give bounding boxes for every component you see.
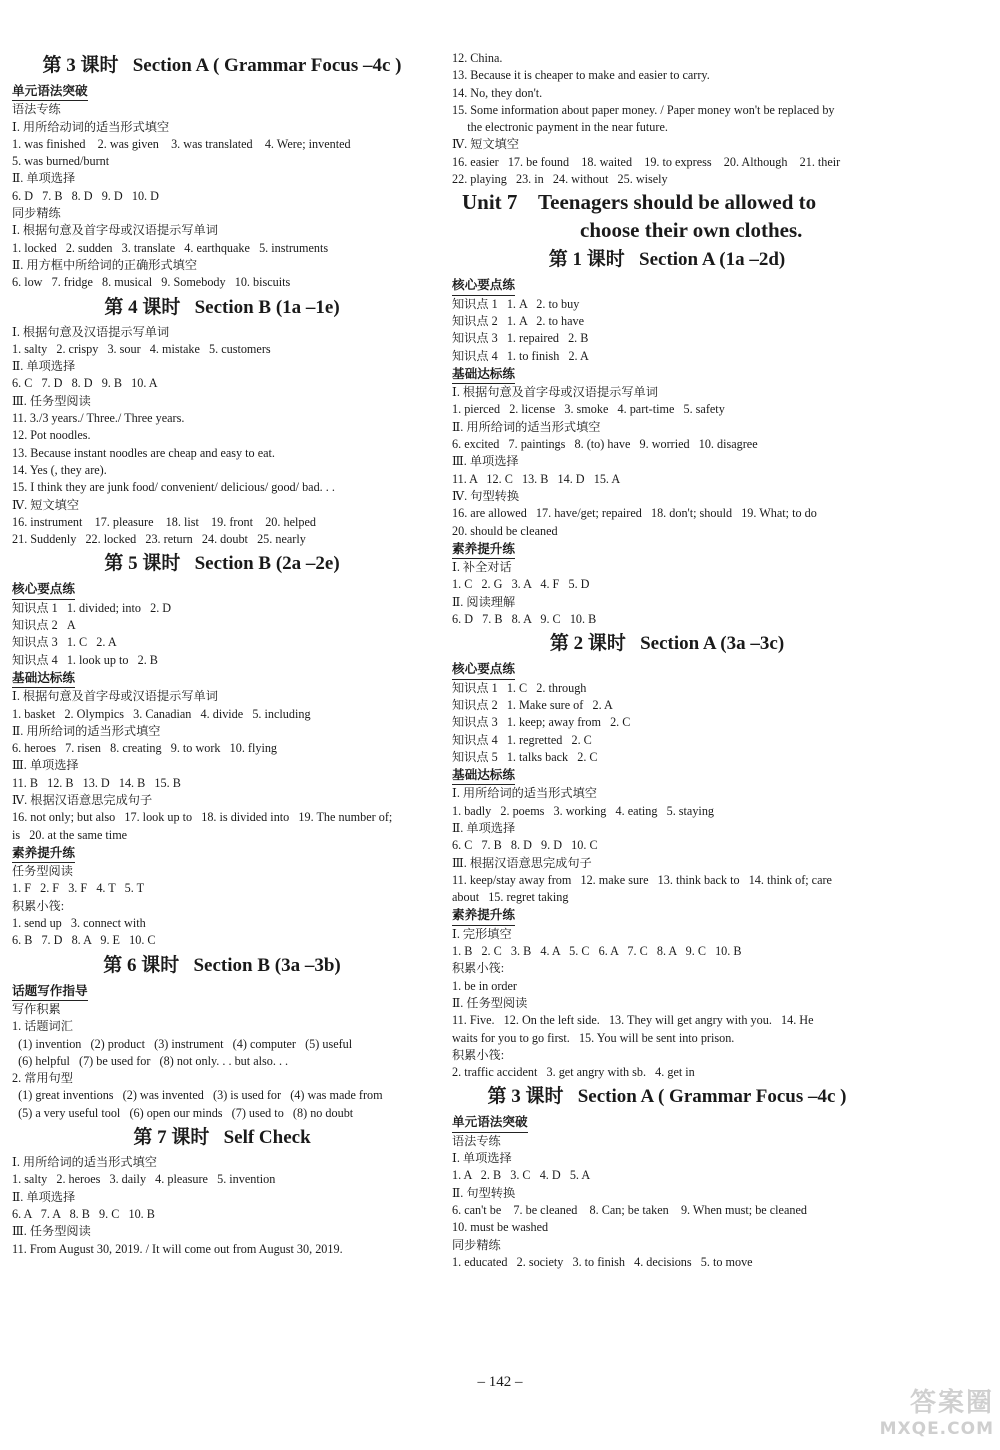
answer-line: 6. C 7. D 8. D 9. B 10. A (12, 376, 158, 391)
answer-line: (6) helpful (7) be used for (8) not only. . . but also. . . (12, 1053, 289, 1068)
answer-line: Ⅰ. 根据句意及首字母或汉语提示写单词 (12, 689, 218, 704)
answer-line: 6. D 7. B 8. D 9. D 10. D (12, 188, 159, 203)
answer-line: Ⅰ. 用所给动词的适当形式填空 (12, 119, 170, 134)
answer-line: 20. should be cleaned (452, 523, 558, 538)
answer-line: 6. D 7. B 8. A 9. C 10. B (452, 612, 597, 627)
answer-line: 11. 3./3 years./ Three./ Three years. (12, 411, 185, 426)
answer-line: Ⅱ. 单项选择 (12, 1189, 76, 1204)
answer-line: 1. badly 2. poems 3. working 4. eating 5. staying (452, 803, 715, 818)
answer-line: 知识点 4 1. to finish 2. A (452, 348, 589, 363)
answer-line: 1. 话题词汇 (12, 1019, 73, 1034)
answer-line: 知识点 2 1. A 2. to have (452, 313, 585, 328)
answer-line: (1) great inventions (2) was invented (3) is used for (4) was made from (12, 1088, 383, 1103)
answer-line: 16. easier 17. be found 18. waited 19. to express 20. Although 21. their (452, 154, 841, 169)
subsection-heading-row (12, 844, 432, 863)
subsection-heading-row (452, 1113, 882, 1132)
answer-line: 知识点 3 1. C 2. A (12, 635, 117, 650)
answer-line: 积累小筏: (452, 961, 505, 976)
answer-line: 1. pierced 2. license 3. smoke 4. part-time 5. safety (452, 402, 725, 417)
subsection-heading-row (452, 365, 882, 384)
answer-line: Ⅳ. 短文填空 (452, 137, 520, 152)
answer-line: 6. A 7. A 8. B 9. C 10. B (12, 1206, 155, 1221)
answer-line: 16. are allowed 17. have/get; repaired 18. don't; should 19. What; to do (452, 506, 817, 521)
answer-line: 1. basket 2. Olympics 3. Canadian 4. divide 5. including (12, 706, 311, 721)
subsection-heading: 素养提升练 (452, 907, 515, 925)
answer-line: 14. No, they don't. (452, 85, 543, 100)
page-number: – 142 – (477, 1374, 523, 1390)
answer-line: 1. F 2. F 3. F 4. T 5. T (12, 881, 145, 896)
answer-line: 同步精练 (12, 206, 61, 221)
subsection-heading: 单元语法突破 (452, 1114, 528, 1132)
subsection-heading-row (452, 660, 882, 679)
subsection-heading-row (452, 276, 882, 295)
answer-line: 1. B 2. C 3. B 4. A 5. C 6. A 7. C 8. A 9. C 10. B (452, 944, 742, 959)
section-heading: 第 4 课时 Section B (1a –1e) (104, 296, 340, 318)
subsection-heading: 基础达标练 (452, 767, 515, 785)
answer-line: Ⅰ. 根据句意及汉语提示写单词 (12, 324, 170, 339)
section-heading: 第 3 课时 Section A ( Grammar Focus –4c ) (487, 1086, 847, 1108)
section-heading: 第 6 课时 Section B (3a –3b) (103, 954, 341, 976)
answer-line: 22. playing 23. in 24. without 25. wisely (452, 172, 668, 187)
answer-line: 积累小筏: (12, 898, 65, 913)
answer-line: 2. traffic accident 3. get angry with sb. 4. get in (452, 1065, 695, 1080)
answer-line: 16. instrument 17. pleasure 18. list 19. front 20. helped (12, 514, 316, 529)
answer-line: 知识点 1 1. A 2. to buy (452, 296, 580, 311)
subsection-heading: 核心要点练 (452, 277, 515, 295)
answer-line: 任务型阅读 (12, 864, 73, 879)
answer-line: (5) a very useful tool (6) open our minds (7) used to (8) no doubt (12, 1105, 354, 1120)
section-heading: 第 5 课时 Section B (2a –2e) (104, 553, 340, 575)
answer-line: 11. Five. 12. On the left side. 13. They will get angry with you. 14. He (452, 1013, 814, 1028)
answer-line: 2. 常用句型 (12, 1071, 73, 1086)
answer-line: 13. Because instant noodles are cheap and easy to eat. (12, 445, 275, 460)
answer-line: Ⅰ. 根据句意及首字母或汉语提示写单词 (12, 223, 218, 238)
answer-line: 6. low 7. fridge 8. musical 9. Somebody 10. biscuits (12, 275, 291, 290)
answer-line: about 15. regret taking (452, 890, 569, 905)
subsection-heading-row (452, 540, 882, 559)
answer-line: Ⅱ. 单项选择 (452, 820, 516, 835)
answer-line: 知识点 3 1. repaired 2. B (452, 331, 589, 346)
answer-line: Ⅱ. 单项选择 (12, 359, 76, 374)
right-column (452, 50, 882, 1271)
section-heading: 第 7 课时 Self Check (133, 1127, 311, 1149)
answer-line: 知识点 4 1. regretted 2. C (452, 732, 592, 747)
answer-line: 6. can't be 7. be cleaned 8. Can; be taken 9. When must; be cleaned (452, 1202, 807, 1217)
answer-line: Ⅰ. 单项选择 (452, 1151, 512, 1166)
answer-line: 11. B 12. B 13. D 14. B 15. B (12, 775, 181, 790)
section-heading: 第 2 课时 Section A (3a –3c) (549, 633, 785, 655)
answer-line: 知识点 2 1. Make sure of 2. A (452, 697, 613, 712)
answer-line: 15. Some information about paper money. / Paper money won't be replaced by (452, 102, 835, 117)
section-heading: 第 3 课时 Section A ( Grammar Focus –4c ) (42, 55, 402, 76)
answer-line: Ⅱ. 句型转换 (452, 1185, 516, 1200)
answer-line: 15. I think they are junk food/ convenient/ delicious/ good/ bad. . . (12, 480, 335, 495)
unit-title: Unit 7 Teenagers should be allowed to (462, 190, 817, 215)
answer-line: 16. not only; but also 17. look up to 18. is divided into 19. The number of; (12, 810, 393, 825)
answer-line: 知识点 5 1. talks back 2. C (452, 749, 598, 764)
subsection-heading: 单元语法突破 (12, 83, 88, 101)
answer-line: Ⅳ. 短文填空 (12, 497, 80, 512)
answer-line: Ⅰ. 根据句意及首字母或汉语提示写单词 (452, 385, 658, 400)
subsection-heading-row (12, 580, 432, 599)
answer-line: the electronic payment in the near future. (452, 120, 668, 135)
answer-line: Ⅱ. 任务型阅读 (452, 995, 528, 1010)
answer-line: Ⅲ. 任务型阅读 (12, 393, 91, 408)
answer-line: 10. must be washed (452, 1220, 549, 1235)
answer-line: 6. excited 7. paintings 8. (to) have 9. worried 10. disagree (452, 437, 758, 452)
answer-line: 1. A 2. B 3. C 4. D 5. A (452, 1168, 591, 1183)
answer-line: 12. Pot noodles. (12, 428, 91, 443)
answer-line: 13. Because it is cheaper to make and easier to carry. (452, 68, 710, 83)
answer-line: Ⅰ. 补全对话 (452, 560, 512, 575)
answer-line: Ⅲ. 单项选择 (452, 454, 519, 469)
answer-line: Ⅲ. 根据汉语意思完成句子 (452, 855, 592, 870)
answer-line: 11. A 12. C 13. B 14. D 15. A (452, 471, 621, 486)
answer-line: 同步精练 (452, 1237, 501, 1252)
answer-line: 1. C 2. G 3. A 4. F 5. D (452, 577, 590, 592)
subsection-heading-row (452, 906, 882, 925)
answer-line: Ⅲ. 单项选择 (12, 758, 79, 773)
subsection-heading: 素养提升练 (12, 845, 75, 863)
subsection-heading-row (12, 82, 432, 101)
answer-line: Ⅰ. 完形填空 (452, 926, 512, 941)
answer-line: Ⅰ. 用所给词的适当形式填空 (452, 786, 597, 801)
answer-line: 语法专练 (452, 1133, 501, 1148)
subsection-heading: 基础达标练 (452, 366, 515, 384)
answer-line: 6. B 7. D 8. A 9. E 10. C (12, 933, 156, 948)
answer-line: 6. C 7. B 8. D 9. D 10. C (452, 838, 598, 853)
answer-line: Ⅳ. 句型转换 (452, 488, 520, 503)
answer-line: is 20. at the same time (12, 827, 128, 842)
answer-line: 1. send up 3. connect with (12, 916, 146, 931)
subsection-heading: 核心要点练 (12, 581, 75, 599)
answer-line: 知识点 2 A (12, 618, 76, 633)
answer-line: 1. educated 2. society 3. to finish 4. decisions 5. to move (452, 1254, 753, 1269)
answer-line: 11. From August 30, 2019. / It will come out from August 30, 2019. (12, 1241, 343, 1256)
answer-line: 知识点 1 1. divided; into 2. D (12, 600, 172, 615)
answer-line: 1. salty 2. heroes 3. daily 4. pleasure 5. invention (12, 1172, 276, 1187)
answer-line: (1) invention (2) product (3) instrument (4) computer (5) useful (12, 1036, 353, 1051)
answer-line: 1. was finished 2. was given 3. was translated 4. Were; invented (12, 136, 351, 151)
answer-line: 1. locked 2. sudden 3. translate 4. earthquake 5. instruments (12, 240, 329, 255)
subsection-heading-row (452, 766, 882, 785)
answer-line: 写作积累 (12, 1001, 61, 1016)
answer-line: 11. keep/stay away from 12. make sure 13. think back to 14. think of; care (452, 872, 832, 887)
answer-line: 1. be in order (452, 978, 517, 993)
subsection-heading: 素养提升练 (452, 541, 515, 559)
subsection-heading: 基础达标练 (12, 670, 75, 688)
subsection-heading-row (12, 982, 432, 1001)
subsection-heading-row (12, 669, 432, 688)
answer-line: 14. Yes (, they are). (12, 462, 107, 477)
answer-line: 12. China. (452, 51, 503, 65)
answer-line: waits for you to go first. 15. You will be sent into prison. (452, 1030, 735, 1045)
answer-line: 1. salty 2. crispy 3. sour 4. mistake 5. customers (12, 341, 271, 356)
answer-line: Ⅱ. 阅读理解 (452, 594, 516, 609)
answer-line: 知识点 1 1. C 2. through (452, 680, 587, 695)
subsection-heading: 核心要点练 (452, 661, 515, 679)
answer-line: Ⅱ. 单项选择 (12, 171, 76, 186)
subsection-heading: 话题写作指导 (12, 983, 88, 1001)
answer-line: Ⅰ. 用所给词的适当形式填空 (12, 1155, 157, 1170)
watermark-logo: 答案圈 MXQE.COM (879, 1388, 994, 1439)
answer-line: 6. heroes 7. risen 8. creating 9. to work 10. flying (12, 741, 278, 756)
answer-line: Ⅱ. 用所给词的适当形式填空 (12, 723, 161, 738)
left-column (12, 50, 432, 1258)
section-heading: 第 1 课时 Section A (1a –2d) (548, 249, 786, 271)
answer-line: 5. was burned/burnt (12, 154, 110, 169)
unit-title: choose their own clothes. (580, 218, 803, 243)
answer-line: Ⅳ. 根据汉语意思完成句子 (12, 792, 153, 807)
answer-line: Ⅱ. 用方框中所给词的正确形式填空 (12, 257, 198, 272)
answer-line: 语法专练 (12, 102, 61, 117)
answer-line: 21. Suddenly 22. locked 23. return 24. doubt 25. nearly (12, 532, 306, 547)
answer-line: 积累小筏: (452, 1047, 505, 1062)
answer-line: Ⅱ. 用所给词的适当形式填空 (452, 419, 601, 434)
answer-line: Ⅲ. 任务型阅读 (12, 1224, 91, 1239)
answer-line: 知识点 3 1. keep; away from 2. C (452, 715, 631, 730)
answer-line: 知识点 4 1. look up to 2. B (12, 652, 158, 667)
